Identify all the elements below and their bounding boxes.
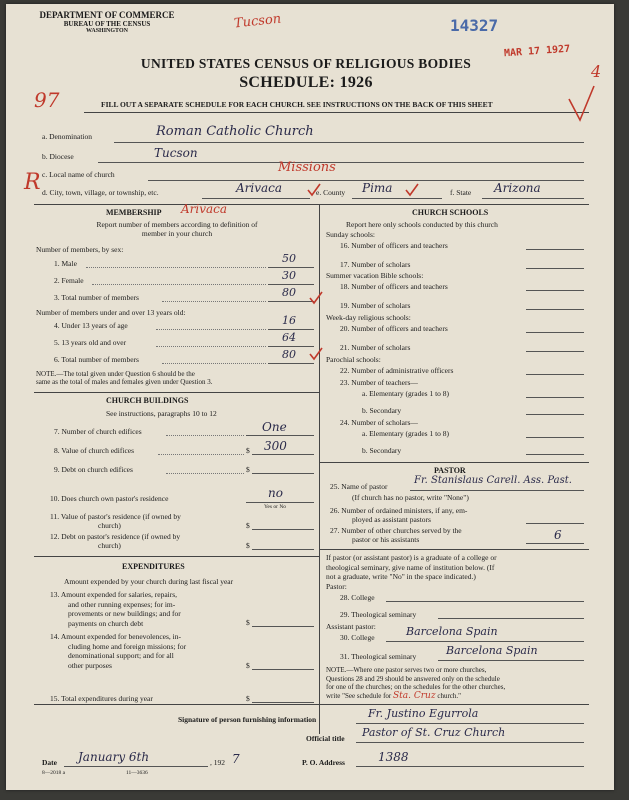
weekday-schools-label: Week-day religious schools: xyxy=(326,313,411,322)
note-church-value: Sta. Cruz xyxy=(393,690,436,701)
membership-heading: MEMBERSHIP xyxy=(106,208,162,217)
edifices-value-value: 300 xyxy=(264,439,287,453)
q21-label: 21. Number of scholars xyxy=(340,343,411,352)
department-heading: DEPARTMENT OF COMMERCE BUREAU OF THE CENSUS WASHINGTON xyxy=(39,10,175,34)
instruction-line: FILL OUT A SEPARATE SCHEDULE FOR EACH CHURCH. SEE INSTRUCTIONS ON THE BACK OF THIS SHEET xyxy=(101,100,493,109)
pastor-subheading: Pastor: xyxy=(326,582,347,591)
year-value: 7 xyxy=(232,752,240,766)
q20-label: 20. Number of officers and teachers xyxy=(340,324,448,333)
parochial-schools-label: Parochial schools: xyxy=(326,355,381,364)
edifices-value-label: 8. Value of church edifices xyxy=(54,446,135,455)
official-title-value: Pastor of St. Cruz Church xyxy=(362,726,506,739)
other-churches-value: 6 xyxy=(554,528,562,542)
q23b-label: b. Secondary xyxy=(362,406,402,415)
received-date-stamp: MAR 17 1927 xyxy=(503,43,571,60)
asst-seminary-label: 31. Theological seminary xyxy=(340,652,417,661)
schools-heading: CHURCH SCHOOLS xyxy=(412,208,489,217)
city-value: Arivaca xyxy=(236,181,283,195)
multiple-churches-note: NOTE.—Where one pastor serves two or more churches, Questions 28 and 29 should be answered only on the schedule for one of the churches; on the schedules for the other churches, write "See schedule for Sta. Cruz church." xyxy=(326,666,506,701)
assistant-pastor-subheading: Assistant pastor: xyxy=(326,622,376,631)
pastor-seminary-label: 29. Theological seminary xyxy=(340,610,417,619)
membership-intro: Report number of members according to definition of member in your church xyxy=(96,220,258,238)
county-label: e. County xyxy=(316,188,346,197)
q17-label: 17. Number of scholars xyxy=(340,260,411,269)
q23a-label: a. Elementary (grades 1 to 8) xyxy=(362,389,450,398)
state-value: Arizona xyxy=(494,181,541,195)
census-form-sheet: DEPARTMENT OF COMMERCE BUREAU OF THE CENSUS WASHINGTON Tucson 14327 MAR 17 1927 4 UNITED STATES CENSUS OF RELIGIOUS BODIES SCHEDULE: 1926 97 FILL OUT A SEPARATE SCHEDULE FOR EACH CHURCH. SEE INSTRUCTIONS ON THE BACK OF THIS SHEET R a. Denomination Roman Catholic Church b. Diocese Tucson c. Local name of church Missions d. City, town, village, or township, etc. Arivaca e. County Pima f. State Arizona MEMBERSHIP Arivaca Report number of members according to definition of member in your church Number of members, by sex: 1. Male 50 2. Female 30 3. Total number of members 80 Number of members under and over 13 years old: 4. Under 13 years of age 16 5. 13 years old and over 64 6. Total number of members 80 NOTE.—The total given under Question 6 should be the same as the total of males and females given under Question 3. CHURCH BUILDINGS See instructions, paragraphs 10 to 12 7. Number of church edifices One 8. Value of church edifices $ 300 9. Debt on church edifices $ 10. Does church own pastor's residence no Yes or No 11. Value of pastor's residence (if owned by church) $ 12. Debt on pastor's residence (if owned by church) $ EXPENDITURES Amount expended by your church during last fiscal year 13. Amount expended for salaries, repairs, and other running expenses; for im- provements or new buildings; and for payments on church debt $ 14. Amount expended for benevolences, in- cluding home and foreign missions; for denominational support; and for all other purposes $ 15. Total expenditures during year $ CHURCH SCHOOLS Report here only schools conducted by this church Sunday schools: 16. Number of officers and teachers 17. Number of scholars Summer vacation Bible schools: 18. Number of officers and teachers 19. Number of scholars Week-day religious schools: 20. Number of officers and teachers 21. Number of scholars Parochial schools: 22. Number of administrative officers 23. Number of teachers— a. Elementary (grades 1 to 8) b. Secondary 24. Number of scholars— a. Elementary (grades 1 to 8) b. Secondary PASTOR 25. Name of pastor Fr. Stanislaus Carell. Ass. Past. (If church has no pastor, write "None") 26. Number of ordained ministers, if any, em- ployed as assistant pastors 27. Number of other churches served by the pastor or his assistants 6 If pastor (or assistant pastor) is a graduate of a college or theological seminary, give name of institution below. (If not a graduate, write "No" in the space indicated.) Pastor: 28. College 29. Theological seminary Assistant pastor: 30. College Barcelona Spain 31. Theological seminary Barcelona Spain NOTE.—Where one pastor serves two or more churches, Questions 28 and 29 should be answered only on the schedule for one of the churches; on the schedules for the other churches, write "See schedule for Sta. Cruz church." Signature of person furnishing information Fr. Justino Egurrola Official title Pastor of St. Cruz Church Date January 6th , 192 7 P. O. Address 1388 8—2018 a 11—3636 xyxy=(6,4,614,790)
summer-schools-label: Summer vacation Bible schools: xyxy=(326,271,424,280)
check-mark-icon xyxy=(308,346,324,362)
over-13-label: 5. 13 years old and over xyxy=(54,338,127,347)
total-members-label: 3. Total number of members xyxy=(54,293,139,302)
graduate-note: If pastor (or assistant pastor) is a graduate of a college or theological seminary, give name of institution below. (If not a graduate, write "No" in the space indicated.) xyxy=(326,553,497,581)
state-label: f. State xyxy=(450,188,472,197)
membership-note: NOTE.—The total given under Question 6 should be the same as the total of males and females given under Question 3. xyxy=(36,370,213,386)
top-scrawl: Tucson xyxy=(233,11,282,32)
header-rule xyxy=(84,112,589,113)
right-margin-mark: 4 xyxy=(591,62,602,81)
over-13-value: 64 xyxy=(282,331,296,344)
date-label: Date xyxy=(42,758,57,767)
pastor-name-note: (If church has no pastor, write "None") xyxy=(352,493,469,502)
official-title-label: Official title xyxy=(306,734,345,743)
diocese-label: b. Diocese xyxy=(42,152,74,161)
check-mark-icon xyxy=(404,182,420,198)
margin-number: 97 xyxy=(34,88,60,112)
yes-no-hint: Yes or No xyxy=(264,504,287,510)
asst-seminary-value: Barcelona Spain xyxy=(446,644,538,657)
owns-residence-value: no xyxy=(268,486,283,500)
q23-label: 23. Number of teachers— xyxy=(340,378,418,387)
q24-label: 24. Number of scholars— xyxy=(340,418,418,427)
female-label: 2. Female xyxy=(54,276,84,285)
membership-scrawl: Arivaca xyxy=(181,202,228,216)
assistant-ministers-label: 26. Number of ordained ministers, if any, em- ployed as assistant pastors xyxy=(330,506,468,524)
print-code-mid: 11—3636 xyxy=(126,770,148,776)
pastor-college-label: 28. College xyxy=(340,593,375,602)
other-churches-label: 27. Number of other churches served by the pastor or his assistants xyxy=(330,526,462,544)
male-value: 50 xyxy=(282,252,296,265)
owns-residence-label: 10. Does church own pastor's residence xyxy=(50,494,169,503)
benevolences-label: 14. Amount expended for benevolences, in- cluding home and foreign missions; for denominational support; and for all other purposes xyxy=(50,632,187,670)
age-breakdown-label: Number of members under and over 13 years old: xyxy=(36,308,186,317)
address-value: 1388 xyxy=(378,750,409,764)
q22-label: 22. Number of administrative officers xyxy=(340,366,454,375)
check-mark-icon xyxy=(566,84,596,124)
female-value: 30 xyxy=(282,269,296,282)
q19-label: 19. Number of scholars xyxy=(340,301,411,310)
date-value: January 6th xyxy=(78,750,150,764)
asst-college-label: 30. College xyxy=(340,633,375,642)
pastor-name-value: Fr. Stanislaus Carell. Ass. Past. xyxy=(414,475,572,486)
print-code-left: 8—2018 a xyxy=(42,770,66,776)
schools-subheading: Report here only schools conducted by this church xyxy=(346,220,498,229)
expenditures-heading: EXPENDITURES xyxy=(122,562,185,571)
edifices-count-label: 7. Number of church edifices xyxy=(54,427,142,436)
local-name-label: c. Local name of church xyxy=(42,170,115,179)
county-value: Pima xyxy=(362,181,393,195)
column-divider xyxy=(319,204,320,734)
asst-college-value: Barcelona Spain xyxy=(406,625,498,638)
total-by-age-label: 6. Total number of members xyxy=(54,355,139,364)
diocese-value: Tucson xyxy=(154,146,198,160)
signature-label: Signature of person furnishing information xyxy=(178,715,317,724)
check-mark-icon xyxy=(306,182,322,198)
city-label: d. City, town, village, or township, etc. xyxy=(42,188,159,197)
buildings-subheading: See instructions, paragraphs 10 to 12 xyxy=(106,409,217,418)
residence-value-label: 11. Value of pastor's residence (if owned by church) xyxy=(50,512,181,530)
check-mark-icon xyxy=(308,290,324,306)
q24b-label: b. Secondary xyxy=(362,446,402,455)
under-13-value: 16 xyxy=(282,314,296,327)
under-13-label: 4. Under 13 years of age xyxy=(54,321,128,330)
denomination-value: Roman Catholic Church xyxy=(156,124,314,139)
male-label: 1. Male xyxy=(54,259,77,268)
expenditures-subheading: Amount expended by your church during last fiscal year xyxy=(64,577,234,586)
total-expenditures-label: 15. Total expenditures during year xyxy=(50,694,153,703)
members-by-sex-label: Number of members, by sex: xyxy=(36,245,124,254)
total-by-age-value: 80 xyxy=(282,348,296,361)
sunday-schools-label: Sunday schools: xyxy=(326,230,375,239)
residence-debt-label: 12. Debt on pastor's residence (if owned by church) xyxy=(50,532,181,550)
file-number-stamp: 14327 xyxy=(450,16,499,35)
pastor-name-label: 25. Name of pastor xyxy=(330,482,388,491)
address-label: P. O. Address xyxy=(302,758,345,767)
denomination-label: a. Denomination xyxy=(42,132,92,141)
schedule-title: SCHEDULE: 1926 xyxy=(239,74,373,91)
pastor-heading: PASTOR xyxy=(434,466,466,475)
margin-letter: R xyxy=(24,170,41,195)
running-expenses-label: 13. Amount expended for salaries, repairs, and other running expenses; for im- provements or new buildings; and for payments on church debt xyxy=(50,590,181,628)
form-title: UNITED STATES CENSUS OF RELIGIOUS BODIES xyxy=(140,56,472,71)
edifices-debt-label: 9. Debt on church edifices xyxy=(54,465,133,474)
buildings-heading: CHURCH BUILDINGS xyxy=(106,396,189,405)
q18-label: 18. Number of officers and teachers xyxy=(340,282,448,291)
signature-value: Fr. Justino Egurrola xyxy=(368,707,479,720)
local-name-value: Missions xyxy=(278,160,336,175)
q16-label: 16. Number of officers and teachers xyxy=(340,241,448,250)
total-members-value: 80 xyxy=(282,286,296,299)
edifices-count-value: One xyxy=(262,420,287,434)
q24a-label: a. Elementary (grades 1 to 8) xyxy=(362,429,450,438)
